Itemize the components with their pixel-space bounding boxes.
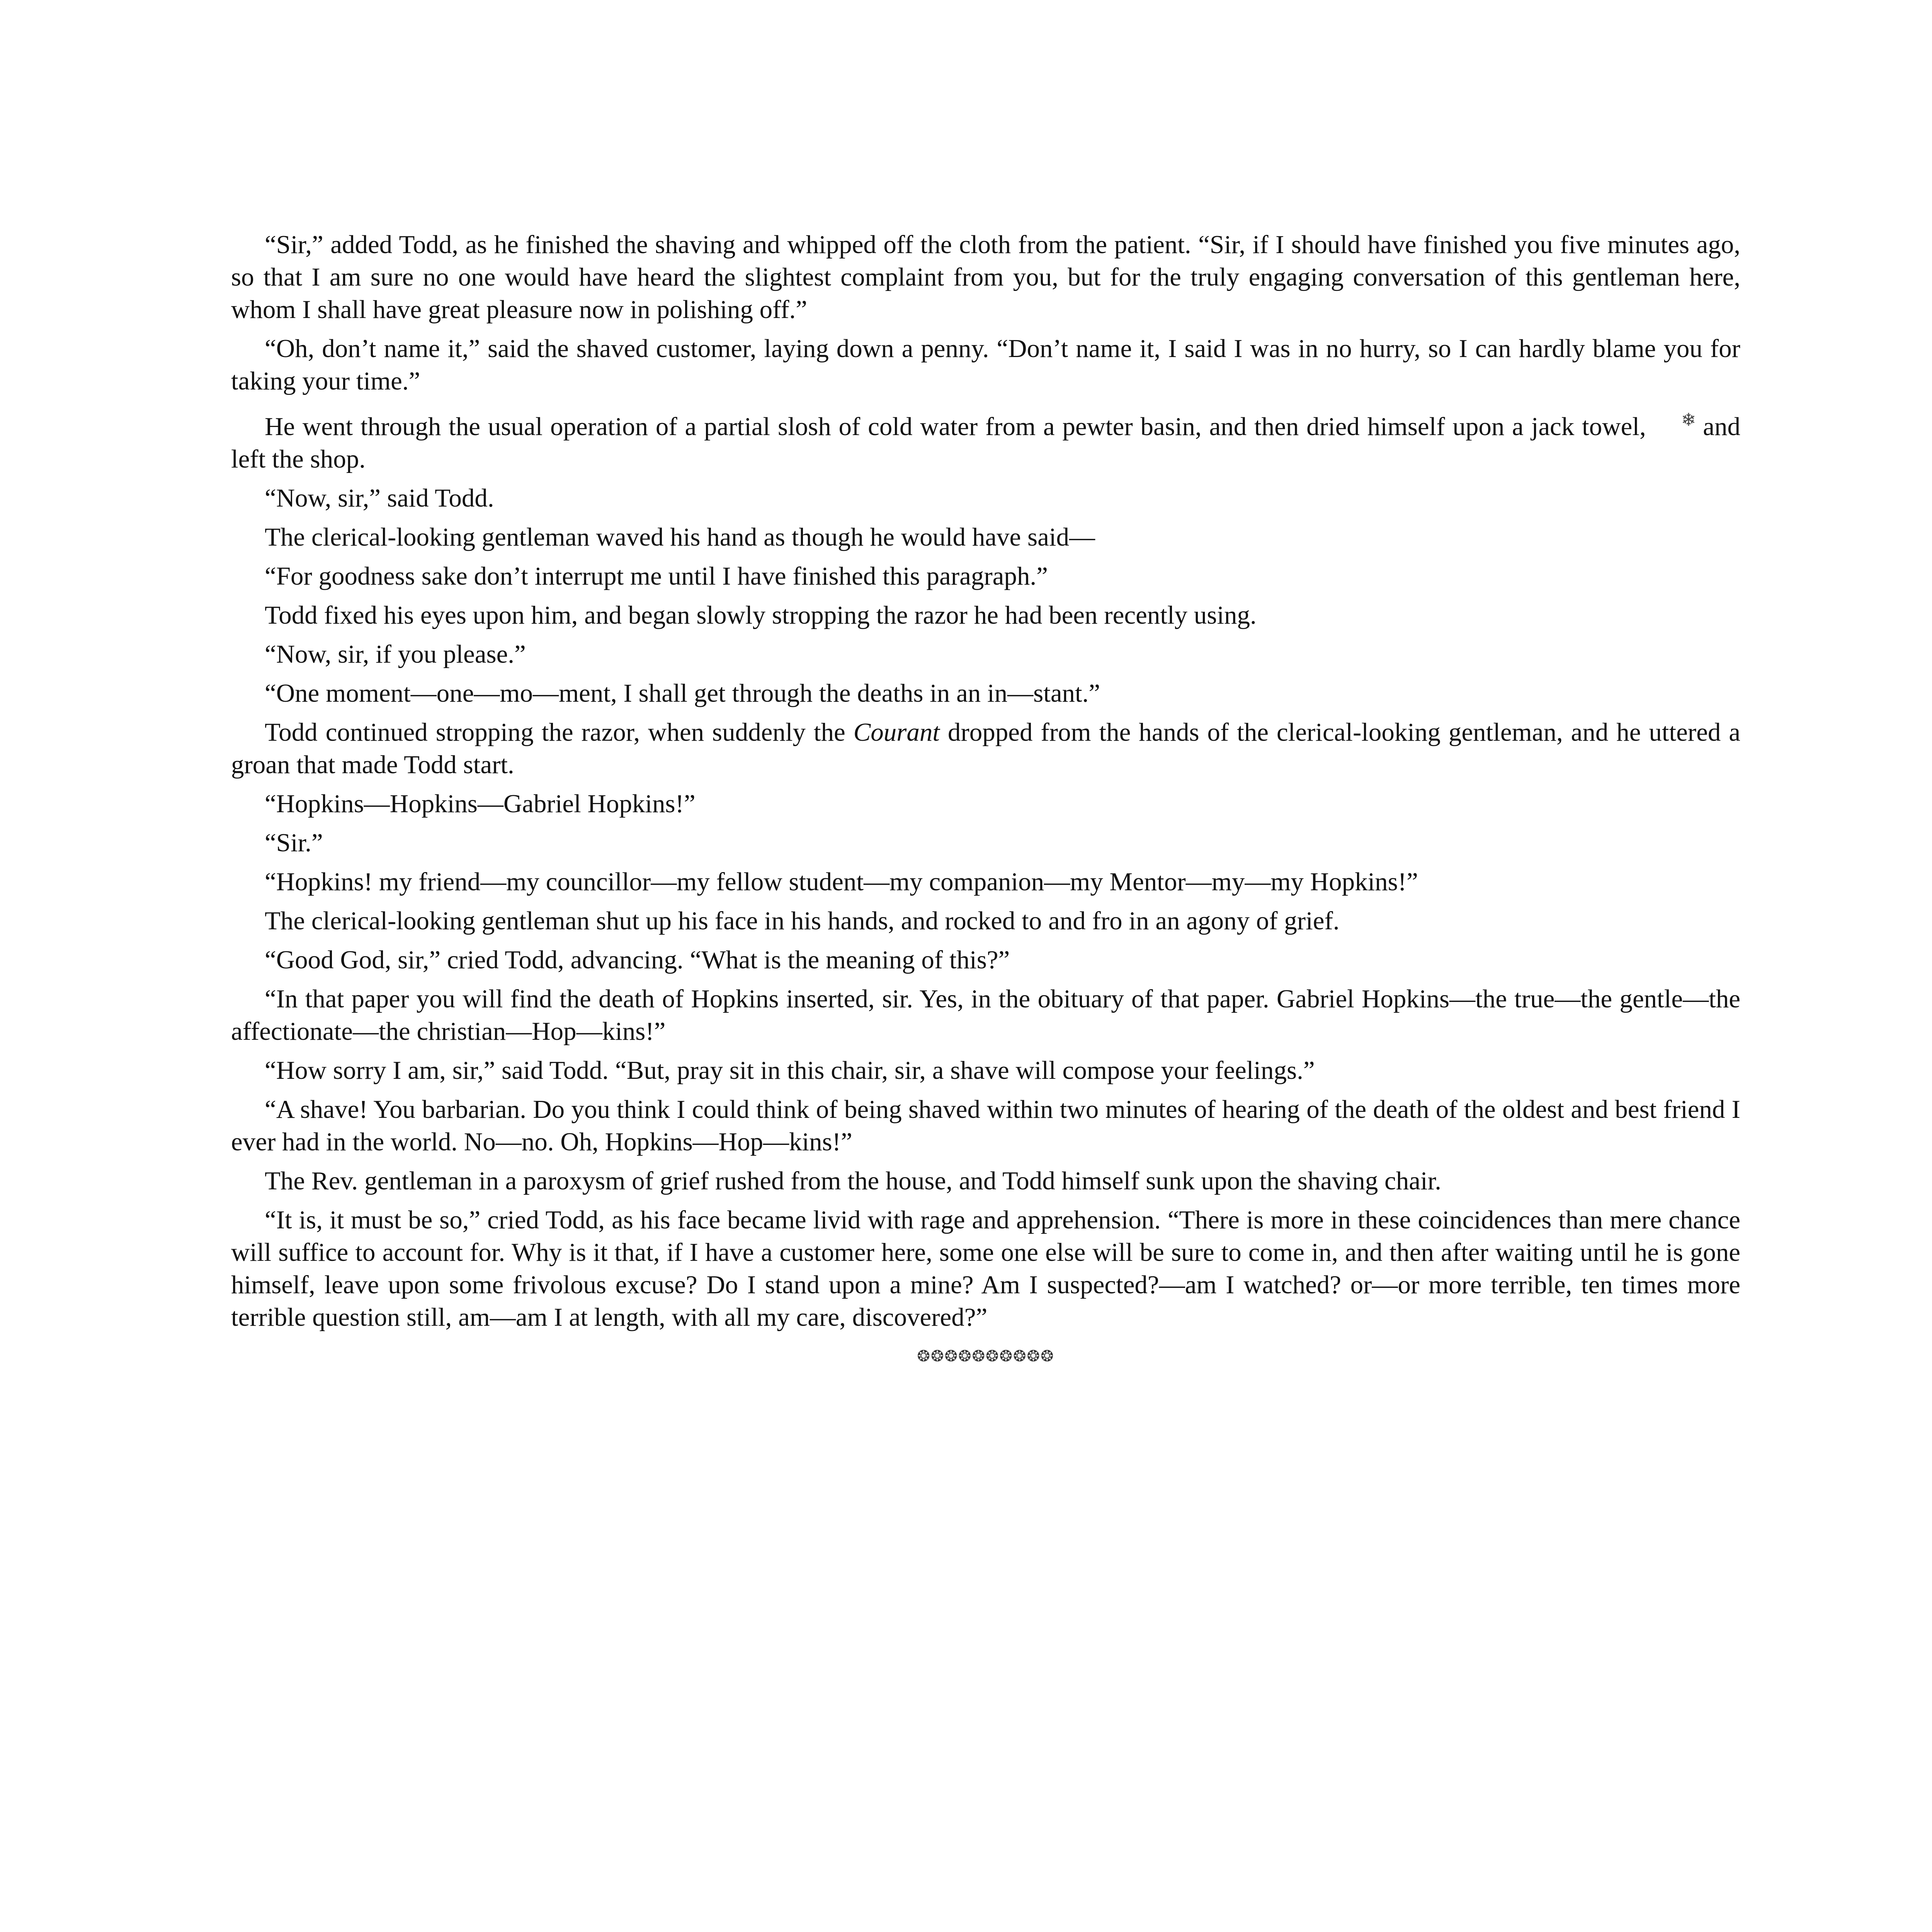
paragraph: “In that paper you will find the death of Hopkins inserted, sir. Yes, in the obituary of that paper. Gabriel Hopkins—the true—the gentle—the affectionate—the christian—Hop—kins!” <box>231 985 1740 1046</box>
paragraph: “Hopkins! my friend—my councillor—my fellow student—my companion—my Mentor—my—my Hopkins!” <box>265 867 1418 896</box>
paragraph: “One moment—one—mo—ment, I shall get through the deaths in an in—stant.” <box>265 679 1100 707</box>
paragraph: “Good God, sir,” cried Todd, advancing. “What is the meaning of this?” <box>265 946 1010 974</box>
paragraph <box>231 716 1740 781</box>
paragraph: “It is, it must be so,” cried Todd, as his face became livid with rage and apprehension. “There is more in these coincidences than mere chance will suffice to account for. Why is it that, if I have a customer here, some one else will be sure to come in, and then after waiting until he is gone himself, leave upon some frivolous excuse? Do I stand upon a mine? Am I suspected?—am I watched? or—or more terrible, ten times more terrible question still, am—am I at length, with all my care, discovered?” <box>231 1206 1740 1332</box>
page-text <box>231 228 1740 1372</box>
paragraph: “Sir,” added Todd, as he finished the shaving and whipped off the cloth from the patient. “Sir, if I should have finished you five minutes ago, so that I am sure no one would have heard the slightest complaint from you, but for the truly engaging conversation of this gentleman here, whom I shall have great pleasure now in polishing off.” <box>231 230 1740 324</box>
paragraph: Todd fixed his eyes upon him, and began slowly stropping the razor he had been recently using. <box>265 601 1257 629</box>
paragraph: The clerical-looking gentleman shut up his face in his hands, and rocked to and fro in an agony of grief. <box>265 906 1340 935</box>
paragraph: “A shave! You barbarian. Do you think I could think of being shaved within two minutes of hearing of the death of the oldest and best friend I ever had in the world. No—no. Oh, Hopkins—Hop—kins!” <box>231 1095 1740 1156</box>
paragraph: “How sorry I am, sir,” said Todd. “But, pray sit in this chair, sir, a shave will compose your feelings.” <box>265 1056 1315 1085</box>
paragraph: “Now, sir,” said Todd. <box>265 484 494 512</box>
paragraph: The Rev. gentleman in a paroxysm of grief rushed from the house, and Todd himself sunk upon the shaving chair. <box>265 1167 1441 1195</box>
paragraph-text: and left the shop. <box>231 412 1740 473</box>
paragraph: The clerical-looking gentleman waved his hand as though he would have said— <box>265 523 1095 551</box>
paragraph-text: He went through the usual operation of a partial slosh of cold water from a pewter basin, and then dried himself upon a jack towel, <box>265 412 1646 441</box>
newspaper-title: Courant <box>853 718 940 747</box>
section-ornament: ❂❂❂❂❂❂❂❂❂❂ <box>917 1347 1054 1365</box>
paragraph: “Hopkins—Hopkins—Gabriel Hopkins!” <box>265 789 696 818</box>
paragraph-text: dropped from the hands of the clerical-looking gentleman, and he uttered a groan that made Todd start. <box>231 718 1740 779</box>
paragraph: “Sir.” <box>265 828 323 857</box>
paragraph <box>231 404 1740 475</box>
paragraph: “Oh, don’t name it,” said the shaved customer, laying down a penny. “Don’t name it, I said I was in no hurry, so I can hardly blame you for taking your time.” <box>231 334 1740 395</box>
paragraph: “For goodness sake don’t interrupt me until I have finished this paragraph.” <box>265 562 1048 590</box>
footnote-snowflake-icon[interactable]: ❄ <box>1681 410 1696 430</box>
paragraph-text: Todd continued stropping the razor, when suddenly the <box>265 718 845 747</box>
paragraph: “Now, sir, if you please.” <box>265 640 526 668</box>
